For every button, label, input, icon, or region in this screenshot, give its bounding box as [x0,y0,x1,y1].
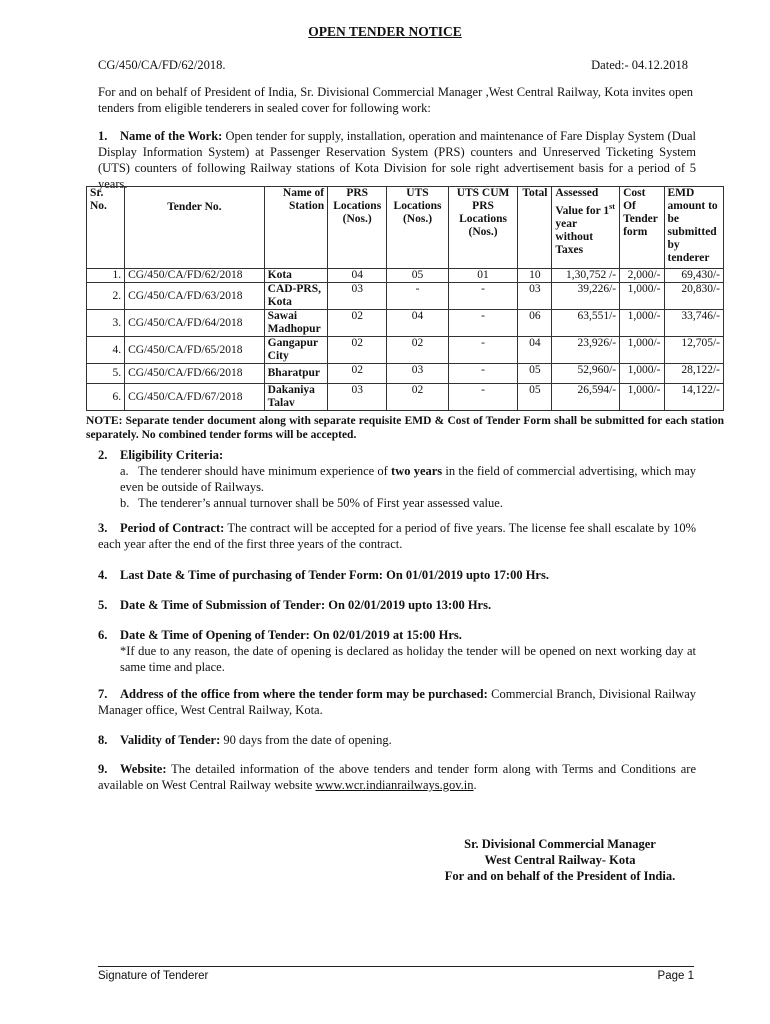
table-row [87,337,724,364]
cell-tender-no: CG/450/CA/FD/67/2018 [125,384,265,411]
item-label: Name of the Work: [120,129,223,143]
sub-text: The tenderer’s annual turnover shall be 50% of First year assessed value. [138,496,503,510]
cell-sr: 6. [87,384,125,411]
item-label: Date & Time of Submission of Tender: On 02/01/2019 upto 13:00 Hrs. [120,598,492,612]
cell-assessed: 26,594/- [552,384,620,411]
intro-paragraph: For and on behalf of President of India, Sr. Divisional Commercial Manager ,West Central Railway, Kota invites open tenders from eligible tenderers in sealed cover for following work: [98,85,693,115]
cell-uts-cum-prs: 01 [448,269,518,283]
item-text: The contract will be accepted for a period of five years. The license fee shall escalate by 10% each year after the end of the first three years of the contract. [98,521,696,551]
item-label: Website: [120,762,167,776]
cell-emd: 69,430/- [664,269,724,283]
item-text: 90 days from the date of opening. [223,733,392,747]
table-row [87,310,724,337]
item-label: Address of the office from where the tender form may be purchased: [120,687,488,701]
header-prs: PRS Locations (Nos.) [328,187,387,269]
item-eligibility [98,447,696,511]
cell-sr: 3. [87,310,125,337]
item-label: Period of Contract: [120,521,225,535]
page-number: Page 1 [657,970,694,982]
cell-assessed: 23,926/- [552,337,620,364]
item-office-address [98,686,696,718]
cell-tender-no: CG/450/CA/FD/63/2018 [125,283,265,310]
header-sr-no: Sr. No. [87,187,125,269]
cell-cost: 1,000/- [620,364,664,384]
table-row [87,384,724,411]
item-text: The detailed information of the above tenders and tender form along with Terms and Conditions are available on West Central Railway website [98,762,696,792]
cell-sr: 5. [87,364,125,384]
cell-cost: 1,000/- [620,384,664,411]
cell-prs: 02 [328,364,387,384]
item-last-date-purchase [98,567,696,583]
cell-prs: 02 [328,310,387,337]
header-emd: EMD amount to be submitted by tenderer [664,187,724,269]
item-opening-date [98,627,696,675]
cell-prs: 03 [328,283,387,310]
table-row [87,283,724,310]
item-number: 6. [98,628,108,642]
footer-divider [98,966,694,967]
item-label: Last Date & Time of purchasing of Tender Form: On 01/01/2019 upto 17:00 Hrs. [120,568,549,582]
cell-station: Gangapur City [264,337,327,364]
cell-cost: 2,000/- [620,269,664,283]
cell-assessed: 1,30,752 /- [552,269,620,283]
cell-uts: 05 [387,269,448,283]
item-name-of-work [98,128,696,192]
page-title: OPEN TENDER NOTICE [308,24,462,39]
cell-emd: 12,705/- [664,337,724,364]
tender-table [86,186,724,411]
item-number: 9. [98,762,108,776]
cell-station: Bharatpur [264,364,327,384]
cell-emd: 20,830/- [664,283,724,310]
cell-tender-no: CG/450/CA/FD/65/2018 [125,337,265,364]
table-header-row [87,187,724,269]
eligibility-b [98,495,696,511]
item-number: 4. [98,568,108,582]
item-text: *If due to any reason, the date of opening is declared as holiday the tender will be opened on next working day at same time and place. [120,644,696,674]
cell-sr: 4. [87,337,125,364]
table-body [87,269,724,411]
item-number: 7. [98,687,108,701]
item-number: 1. [98,129,108,143]
cell-prs: 03 [328,384,387,411]
cell-station: Dakaniya Talav [264,384,327,411]
sub-letter: a. [120,464,129,478]
cell-total: 03 [518,283,552,310]
signature-block [430,836,690,884]
cell-uts: 03 [387,364,448,384]
cell-uts: 02 [387,384,448,411]
cell-uts-cum-prs: - [448,283,518,310]
cell-tender-no: CG/450/CA/FD/66/2018 [125,364,265,384]
cell-cost: 1,000/- [620,310,664,337]
header-total: Total [518,187,552,269]
cell-total: 06 [518,310,552,337]
cell-total: 05 [518,384,552,411]
cell-station: Kota [264,269,327,283]
cell-emd: 28,122/- [664,364,724,384]
signature-line-1: Sr. Divisional Commercial Manager [464,837,656,851]
eligibility-a [98,463,696,495]
cell-prs: 04 [328,269,387,283]
item-number: 8. [98,733,108,747]
cell-uts-cum-prs: - [448,384,518,411]
cell-sr: 2. [87,283,125,310]
header-tender-no: Tender No. [125,187,265,269]
cell-tender-no: CG/450/CA/FD/64/2018 [125,310,265,337]
cell-assessed: 52,960/- [552,364,620,384]
notice-date: Dated:- 04.12.2018 [591,58,688,72]
cell-cost: 1,000/- [620,283,664,310]
signature-line-2: West Central Railway- Kota [484,853,636,867]
header-assessed-value-text-2: year without Taxes [555,217,594,256]
cell-uts-cum-prs: - [448,337,518,364]
cell-assessed: 63,551/- [552,310,620,337]
item-text-end: . [473,778,477,792]
cell-uts-cum-prs: - [448,364,518,384]
item-text: Commercial Branch, Divisional Railway Manager office, West Central Railway, Kota. [98,687,697,717]
cell-total: 10 [518,269,552,283]
item-website [98,761,696,793]
table-row [87,269,724,283]
cell-emd: 14,122/- [664,384,724,411]
sub-text: The tenderer should have minimum experience of [138,464,388,478]
sub-letter: b. [120,496,130,510]
item-label: Date & Time of Opening of Tender: On 02/01/2019 at 15:00 Hrs. [120,628,462,642]
item-validity [98,732,696,748]
signature-line-3: For and on behalf of the President of India. [444,869,676,883]
item-label: Validity of Tender: [120,733,221,747]
header-assessed-sup: st [609,202,615,211]
header-uts: UTS Locations (Nos.) [387,187,448,269]
table-note: NOTE: Separate tender document along with separate requisite EMD & Cost of Tender Form shall be submitted for each station separately. No combined tender forms will be accepted. [86,415,724,441]
cell-assessed: 39,226/- [552,283,620,310]
header-assessed-value [552,187,620,269]
cell-total: 04 [518,337,552,364]
item-label: Eligibility Criteria: [120,448,224,462]
item-number: 5. [98,598,108,612]
cell-station: Sawai Madhopur [264,310,327,337]
reference-number: CG/450/CA/FD/62/2018. [98,58,226,72]
website-link[interactable]: www.wcr.indianrailways.gov.in [315,778,474,792]
sub-text-bold: two years [391,464,443,478]
header-cost: Cost Of Tender form [620,187,664,269]
cell-emd: 33,746/- [664,310,724,337]
item-number: 3. [98,521,108,535]
item-period-of-contract [98,520,696,552]
cell-cost: 1,000/- [620,337,664,364]
item-submission-date [98,597,696,613]
table-row [87,364,724,384]
item-number: 2. [98,448,108,462]
cell-sr: 1. [87,269,125,283]
cell-uts-cum-prs: - [448,310,518,337]
cell-uts: - [387,283,448,310]
header-uts-cum-prs: UTS CUM PRS Locations (Nos.) [448,187,518,269]
header-assessed-value-text: Assessed Value for 1 [555,187,610,217]
footer-signature-label: Signature of Tenderer [98,970,209,982]
cell-total: 05 [518,364,552,384]
cell-station: CAD-PRS, Kota [264,283,327,310]
item-text: Open tender for supply, installation, operation and maintenance of Fare Display System (Dual Display Information System) at Passenger Reservation System (PRS) counters and Unreserved Ticketing System (UTS) counters of following Railway stations of Kota Division for sole right advertisement basis for a period of 5 years. [98,129,697,191]
cell-tender-no: CG/450/CA/FD/62/2018 [125,269,265,283]
header-station: Name of Station [264,187,327,269]
cell-uts: 04 [387,310,448,337]
cell-prs: 02 [328,337,387,364]
cell-uts: 02 [387,337,448,364]
sub-text: in the field of commercial advertising, which may even be outside of Railways. [120,464,697,494]
